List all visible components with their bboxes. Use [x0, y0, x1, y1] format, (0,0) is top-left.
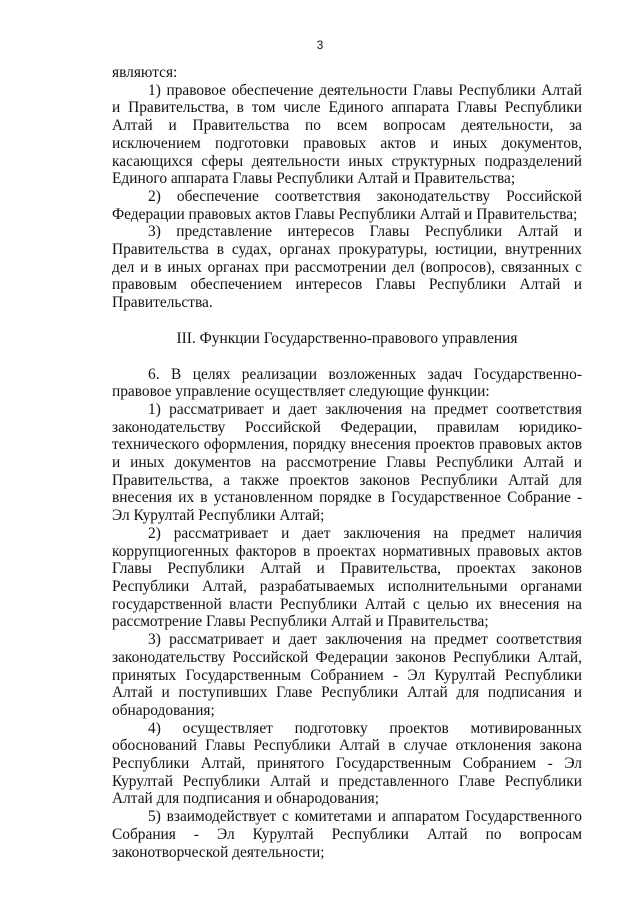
paragraph-function-2: 2) рассматривает и дает заключения на предмет наличия коррупциогенных факторов в проектах нормативных правовых актов Главы Республики Алтай и Правительства, проектах законов Республики Алтай, разрабатываемых исполнительными органами государственной власти Республики Алтай с целью их внесения на рассмотрение Главы Республики Алтай и Правительства; [112, 524, 582, 631]
paragraph-function-1: 1) рассматривает и дает заключения на предмет соответствия законодательству Российской Федерации, правилам юридико-технического оформления, порядку внесения проектов правовых актов и иных документов на рассмотрение Главы Республики Алтай и Правительства, а также проектов законов Республики Алтай для внесения их в установленном порядке в Государственное Собрание - Эл Курултай Республики Алтай; [112, 400, 582, 525]
paragraph-section-6: 6. В целях реализации возложенных задач Государственно-правовое управление осуществляет следующие функции: [112, 365, 582, 401]
document-body [112, 64, 582, 861]
paragraph-function-4: 4) осуществляет подготовку проектов мотивированных обоснований Главы Республики Алтай в случае отклонения закона Республики Алтай, принятого Государственным Собранием - Эл Курултай Республики Алтай и представленного Главе Республики Алтай для подписания и обнародования; [112, 719, 582, 808]
paragraph-function-3: 3) рассматривает и дает заключения на предмет соответствия законодательству Российской Федерации законов Республики Алтай, принятых Государственным Собранием - Эл Курултай Республики Алтай и поступивших Главе Республики Алтай для подписания и обнародования; [112, 631, 582, 719]
paragraph-intro: являются: [112, 64, 178, 81]
page-number: 3 [316, 38, 324, 52]
paragraph-item-3: 3) представление интересов Главы Республики Алтай и Правительства в судах, органах прокуратуры, юстиции, внутренних дел и в иных органах при рассмотрении дел (вопросов), связанных с правовым обеспечением интересов Главы Республики Алтай и Правительства. [112, 223, 582, 312]
paragraph-item-2: 2) обеспечение соответствия законодательству Российской Федерации правовых актов Главы Республики Алтай и Правительства; [112, 187, 582, 223]
section-heading: III. Функции Государственно-правового управления [176, 329, 518, 347]
paragraph-function-5: 5) взаимодействует с комитетами и аппаратом Государственного Собрания - Эл Курултай Республики Алтай по вопросам законотворческой деятельности; [112, 808, 582, 861]
paragraph-item-1: 1) правовое обеспечение деятельности Главы Республики Алтай и Правительства, в том числе Единого аппарата Главы Республики Алтай и Правительства по всем вопросам деятельности, за исключением подготовки правовых актов и иных документов, касающихся сферы деятельности иных структурных подразделений Единого аппарата Главы Республики Алтай и Правительства; [112, 81, 582, 188]
